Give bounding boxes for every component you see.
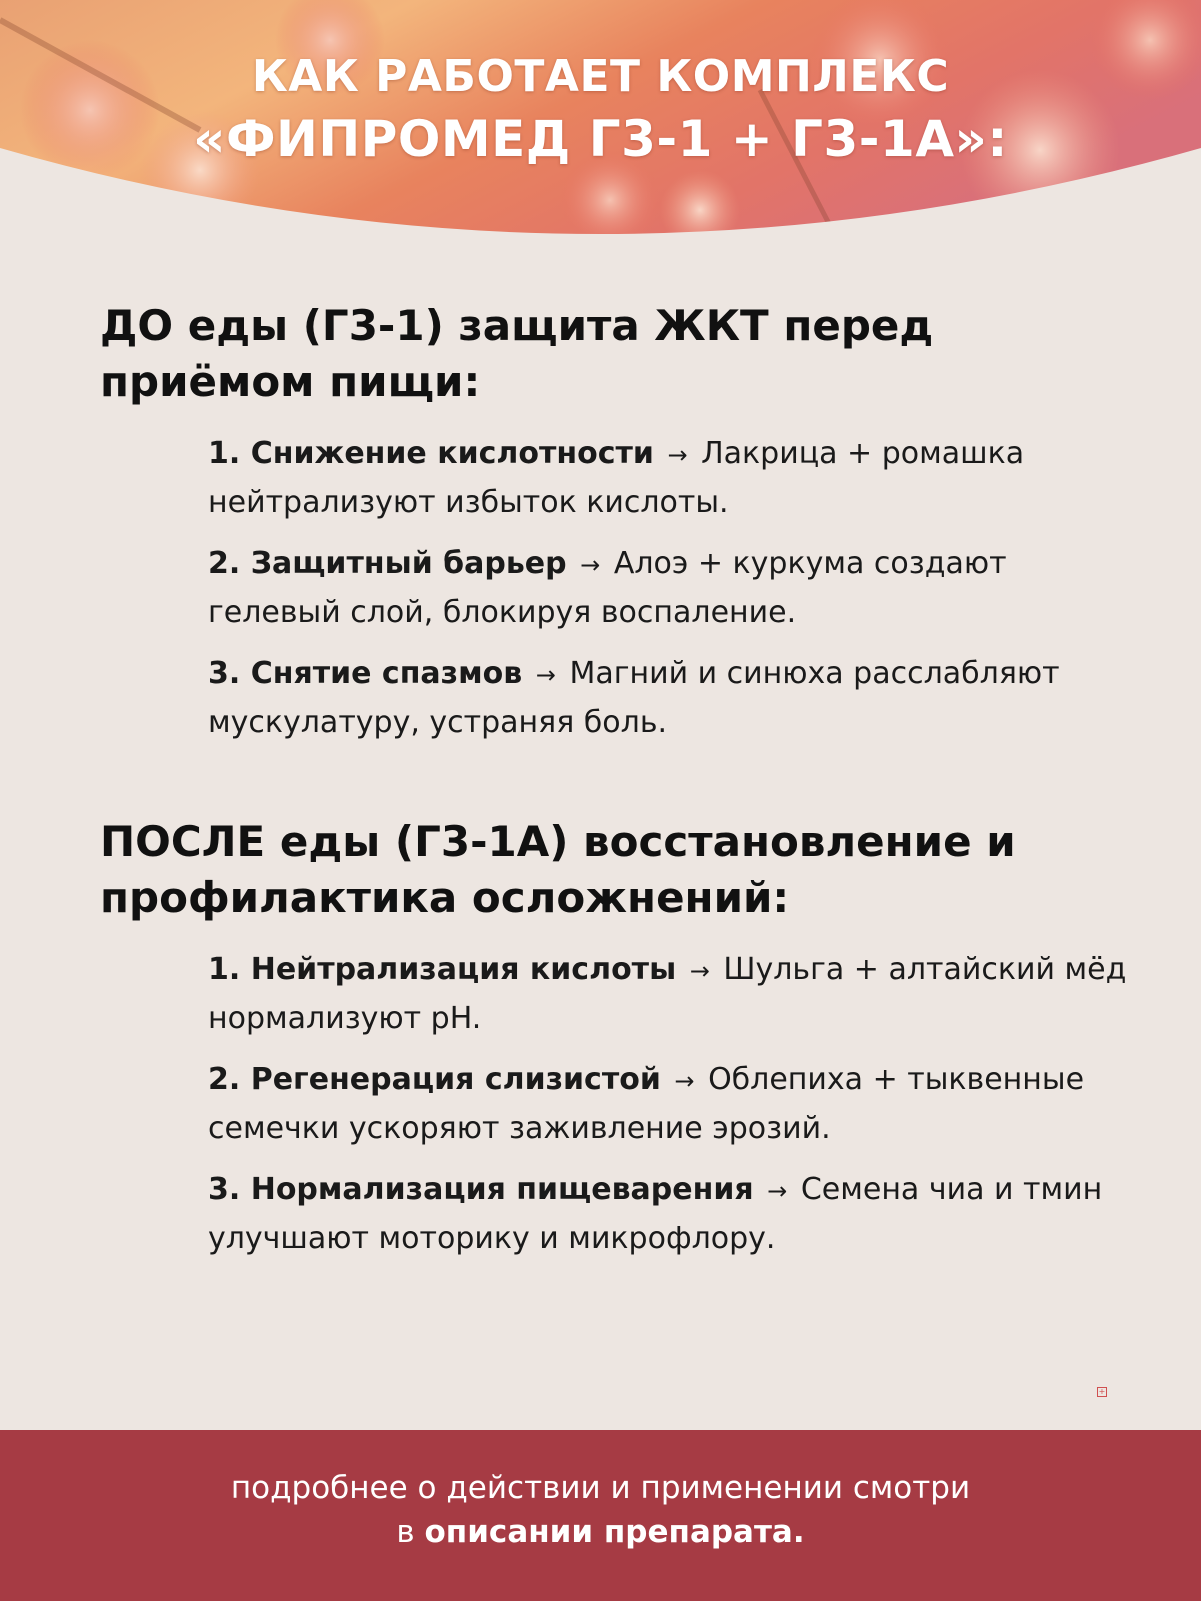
after-meal-steps [208, 946, 1130, 1263]
step-title: 3. Нормализация пищеварения [208, 1172, 754, 1207]
title-line-2: «ФИПРОМЕД Г3-1 + Г3-1А»: [193, 110, 1008, 168]
arrow-right-icon: → [580, 551, 601, 579]
step-title: 2. Защитный барьер [208, 546, 567, 581]
before-meal-steps [208, 430, 1130, 747]
step-text: Лакрица + ромашка нейтрализуют избыток кислоты. [208, 436, 1025, 520]
page-title [0, 48, 1201, 172]
list-item [208, 1056, 1130, 1153]
footer-line-2 [0, 1510, 1201, 1554]
before-meal-heading: ДО еды (Г3-1) защита ЖКТ перед приёмом пищи: [100, 301, 934, 406]
footer-line-2-prefix: в [396, 1514, 415, 1550]
plus-box-icon: + [1098, 1387, 1106, 1396]
step-title: 2. Регенерация слизистой [208, 1062, 661, 1097]
step-title: 1. Снижение кислотности [208, 436, 654, 471]
list-item [208, 650, 1130, 747]
list-item [208, 946, 1130, 1043]
arrow-right-icon: → [667, 441, 688, 469]
list-item [208, 1166, 1130, 1263]
step-title: 1. Нейтрализация кислоты [208, 952, 677, 987]
arrow-right-icon: → [674, 1067, 695, 1095]
footer-line-2-bold: описании препарата. [424, 1514, 805, 1550]
after-meal-heading: ПОСЛЕ еды (Г3-1А) восстановление и профилактика осложнений: [100, 817, 1016, 922]
arrow-right-icon: → [689, 957, 710, 985]
list-item [208, 430, 1130, 527]
step-text: Магний и синюха расслабляют мускулатуру, устраняя боль. [208, 656, 1060, 740]
header-banner [0, 0, 1201, 245]
after-meal-section [100, 814, 1130, 1276]
step-title: 3. Снятие спазмов [208, 656, 523, 691]
step-text: Семена чиа и тмин улучшают моторику и микрофлору. [208, 1172, 1103, 1256]
step-text: Шульга + алтайский мёд нормализуют pH. [208, 952, 1127, 1036]
title-line-1: КАК РАБОТАЕТ КОМПЛЕКС [251, 51, 950, 102]
arrow-right-icon: → [767, 1177, 788, 1205]
step-text: Алоэ + куркума создают гелевый слой, блокируя воспаление. [208, 546, 1007, 630]
footer-banner [0, 1430, 1201, 1601]
before-meal-section [100, 298, 1130, 760]
footer-line-1: подробнее о действии и применении смотри [230, 1470, 971, 1506]
list-item [208, 540, 1130, 637]
step-text: Облепиха + тыквенные семечки ускоряют заживление эрозий. [208, 1062, 1085, 1146]
arrow-right-icon: → [535, 661, 556, 689]
